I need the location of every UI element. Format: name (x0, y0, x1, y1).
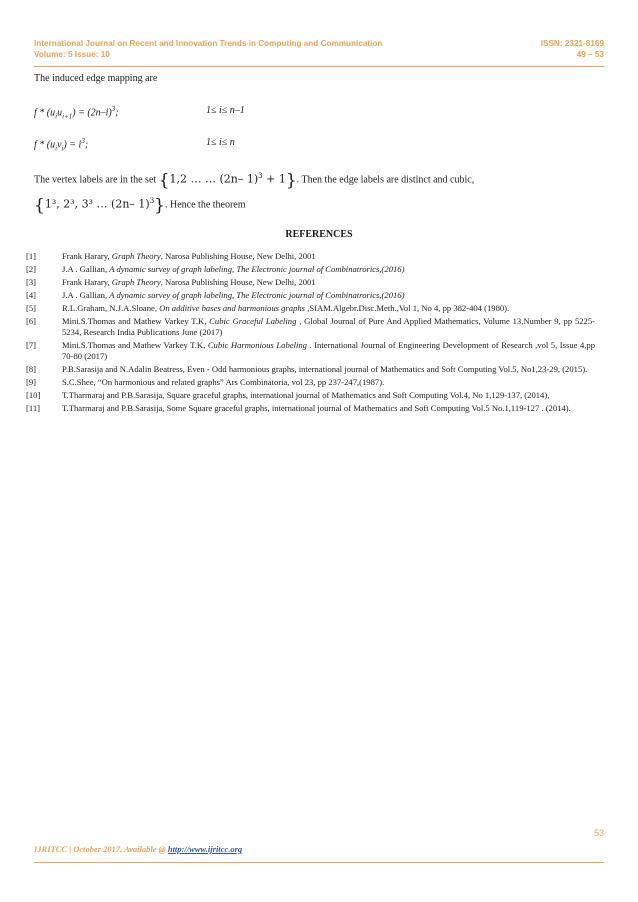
reference-item: [5] R.L.Graham, N.J.A.Sloane, On additive bases and harmonious graphs ,SIAM.Algebr.Disc.Meth.,Vol 1, No 4, pp 382-404 (1980). (26, 303, 510, 313)
reference-item: [11] T.Tharmaraj and P.B.Sarasija, Some Square graceful graphs, international journal of Mathematics and Soft Computing Vol.5 No.1,119-127 . (2014). (26, 403, 571, 413)
page-number: 53 (593, 828, 604, 838)
footer-rule (34, 862, 604, 863)
volume-issue: Volume: 5 Issue: 10 (34, 50, 110, 59)
footer-journal: IJRITCC | October 2017, Available @ http://www.ijritcc.org (34, 844, 243, 854)
page-footer (34, 828, 604, 863)
header-rule (34, 66, 604, 67)
reference-item: [1] Frank Harary, Graph Theory, Narosa Publishing House, New Delhi, 2001 (26, 251, 316, 261)
equation-2-condition: 1≤ i≤ n (206, 137, 235, 148)
vertex-label-sentence: The vertex labels are in the set {1,2 … … (2n– 1)$^3$ + 1}. Then the edge labels are distinct and cubic, (34, 170, 475, 191)
equation-1-condition: 1≤ i≤ n–1 (206, 105, 245, 116)
reference-item: [10] T.Tharmaraj and P.B.Sarasija, Square graceful graphs, international journal of Mathematics and Soft Computing Vol.4, No 1,129-137, (2014), (26, 390, 550, 400)
reference-item: [6] Mini.S.Thomas and Mathew Varkey T.K, Cubic Graceful Labeling , Global Journal of Pure And Applied Mathematics, Volume 13,Number 9, pp 5225-5234, Research India Publications June (2017) (26, 316, 595, 337)
vertex-set: 1,2 … … (2n– 1) (169, 172, 259, 186)
page-range: 49 – 53 (576, 50, 604, 59)
edge-set: 1³, 2³, 3³ … (2n– 1) (44, 197, 150, 211)
reference-list (26, 251, 595, 416)
journal-title: International Journal on Recent and Innovation Trends in Computing and Communication (34, 39, 383, 48)
equation-edge-uv: $f * (u_iv_i) = i^3$; 1≤ i≤ n (34, 137, 235, 153)
reference-item: [4] J.A . Gallian, A dynamic survey of graph labeling, The Electronic journal of Combinatrorics,(2016) (26, 290, 405, 300)
reference-item: [2] J.A . Gallian, A dynamic survey of graph labeling, The Electronic journal of Combinatrorics,(2016) (26, 264, 405, 274)
intro-text: The induced edge mapping are (34, 73, 158, 84)
edge-label-sentence: {1³, 2³, 3³ … (2n– 1)$^3$}. Hence the theorem (34, 195, 246, 216)
references-heading: REFERENCES (285, 229, 353, 240)
issn: ISSN: 2321-8169 (540, 39, 604, 48)
journal-url-link[interactable]: http://www.ijritcc.org (167, 844, 243, 854)
reference-item: [9] S.C.Shee, “On harmonious and related graphs” Ars Combinatoria, vol 23, pp 237-247,(1987). (26, 377, 385, 387)
reference-item: [8] P.B.Sarasija and N.Adalin Beatress, Even - Odd harmonious graphs, international journal of Mathematics and Soft Computing Vol.5, No1,23-29, (2015). (26, 364, 588, 374)
equation-edge-uu: $f * (u_iu_{i+1}) = (2n-i)^3$; 1≤ i≤ n–1 (34, 105, 245, 121)
reference-item: [7] Mini.S.Thomas and Mathew Varkey T.K, Cubic Harmonious Labeling . International Journal of Engineering Development of Research ,vol 5, Issue 4,pp 70-80 (2017) (26, 340, 596, 361)
reference-item: [3] Frank Harary, Graph Theory, Narosa Publishing House, New Delhi, 2001 (26, 277, 316, 287)
page-header (34, 38, 604, 67)
